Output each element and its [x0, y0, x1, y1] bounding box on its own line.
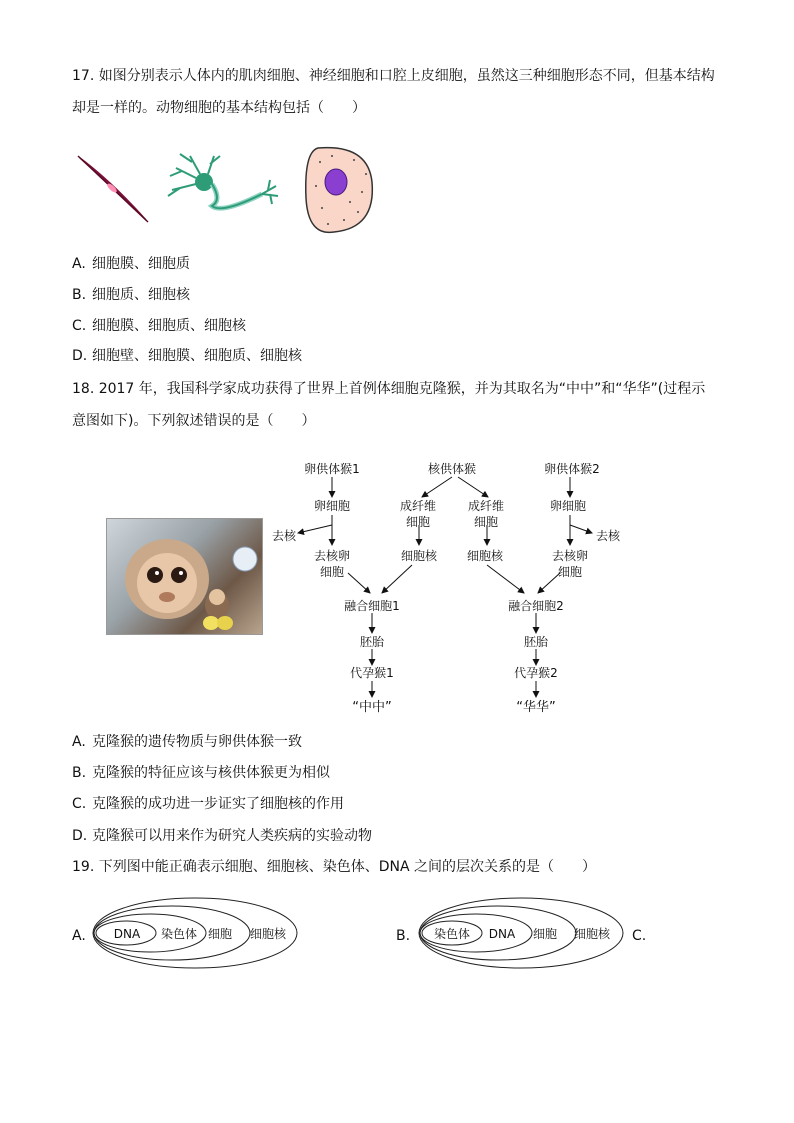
fused-cell-2-label: 融合细胞2	[508, 599, 564, 613]
q18-option-a[interactable]: A. 克隆猴的遗传物质与卵供体猴一致	[72, 734, 302, 750]
fused-cell-1-label: 融合细胞1	[344, 599, 400, 613]
q18-option-c[interactable]: C. 克隆猴的成功进一步证实了细胞核的作用	[72, 796, 344, 812]
q17-option-b[interactable]: B. 细胞质、细胞核	[72, 287, 190, 303]
q19-a-nucleus-label: 细胞核	[249, 927, 287, 941]
result-huahua-label: “华华”	[516, 700, 556, 715]
q19-a-dna-label: DNA	[113, 927, 141, 941]
q19-option-b-letter[interactable]: B.	[396, 928, 411, 944]
muscle-cell-icon	[78, 156, 148, 222]
q19-option-c-letter[interactable]: C.	[632, 928, 647, 944]
q17-stem-line1: 17. 如图分别表示人体内的肌肉细胞、神经细胞和口腔上皮细胞，虽然这三种细胞形态不同，但基本结构	[72, 68, 715, 84]
fibroblast-1-label: 成纤维细胞	[399, 499, 436, 529]
egg-donor-2-label: 卵供体猴2	[544, 462, 600, 476]
q17-option-a[interactable]: A. 细胞膜、细胞质	[72, 256, 190, 272]
cloning-flow-arrows	[262, 455, 632, 720]
q17-cell-figure	[72, 142, 392, 238]
q19-stem: 19. 下列图中能正确表示细胞、细胞核、染色体、DNA 之间的层次关系的是（ ）	[72, 859, 596, 875]
enucleated-egg-1-label: 去核卵细胞	[313, 549, 350, 579]
remove-nucleus-1-label: 去核	[271, 529, 297, 543]
embryo-2-label: 胚胎	[523, 635, 549, 649]
egg-cell-2-label: 卵细胞	[549, 499, 587, 513]
q19-a-chromosome-label: 染色体	[160, 927, 198, 941]
q18-stem-line1: 18. 2017 年，我国科学家成功获得了世界上首例体细胞克隆猴，并为其取名为“中中”和“华华”(过程示	[72, 381, 706, 397]
egg-donor-1-label: 卵供体猴1	[304, 462, 360, 476]
q17-option-c[interactable]: C. 细胞膜、细胞质、细胞核	[72, 318, 246, 334]
q19-b-chromosome-label: 染色体	[433, 927, 471, 941]
cloned-monkey-photo	[106, 518, 263, 635]
q19-option-a-letter[interactable]: A.	[72, 928, 86, 944]
q19-b-nucleus-label: 细胞核	[573, 927, 611, 941]
q17-stem-line2: 却是一样的。动物细胞的基本结构包括（ ）	[72, 100, 366, 116]
egg-cell-1-label: 卵细胞	[313, 499, 351, 513]
q18-option-d[interactable]: D. 克隆猴可以用来作为研究人类疾病的实验动物	[72, 828, 372, 844]
fibroblast-2-label: 成纤维细胞	[467, 499, 504, 529]
monkey-photo-icon	[107, 519, 262, 634]
q18-stem-line2: 意图如下)。下列叙述错误的是（ ）	[72, 413, 316, 429]
q18-option-b[interactable]: B. 克隆猴的特征应该与核供体猴更为相似	[72, 765, 330, 781]
oral-epithelial-cell-icon	[306, 148, 373, 233]
nucleus-donor-label: 核供体猴	[427, 462, 477, 476]
q19-b-cell-label: 细胞	[532, 927, 558, 941]
nucleus-2-label: 细胞核	[466, 549, 504, 563]
embryo-1-label: 胚胎	[359, 635, 385, 649]
q17-option-d[interactable]: D. 细胞壁、细胞膜、细胞质、细胞核	[72, 348, 302, 364]
surrogate-2-label: 代孕猴2	[514, 666, 558, 680]
q19-a-cell-label: 细胞	[207, 927, 233, 941]
surrogate-1-label: 代孕猴1	[350, 666, 394, 680]
result-zhongzhong-label: “中中”	[352, 700, 392, 715]
nerve-cell-icon	[168, 154, 278, 208]
nucleus-1-label: 细胞核	[400, 549, 438, 563]
remove-nucleus-2-label: 去核	[595, 529, 621, 543]
q19-b-dna-label: DNA	[488, 927, 516, 941]
enucleated-egg-2-label: 去核卵细胞	[551, 549, 588, 579]
